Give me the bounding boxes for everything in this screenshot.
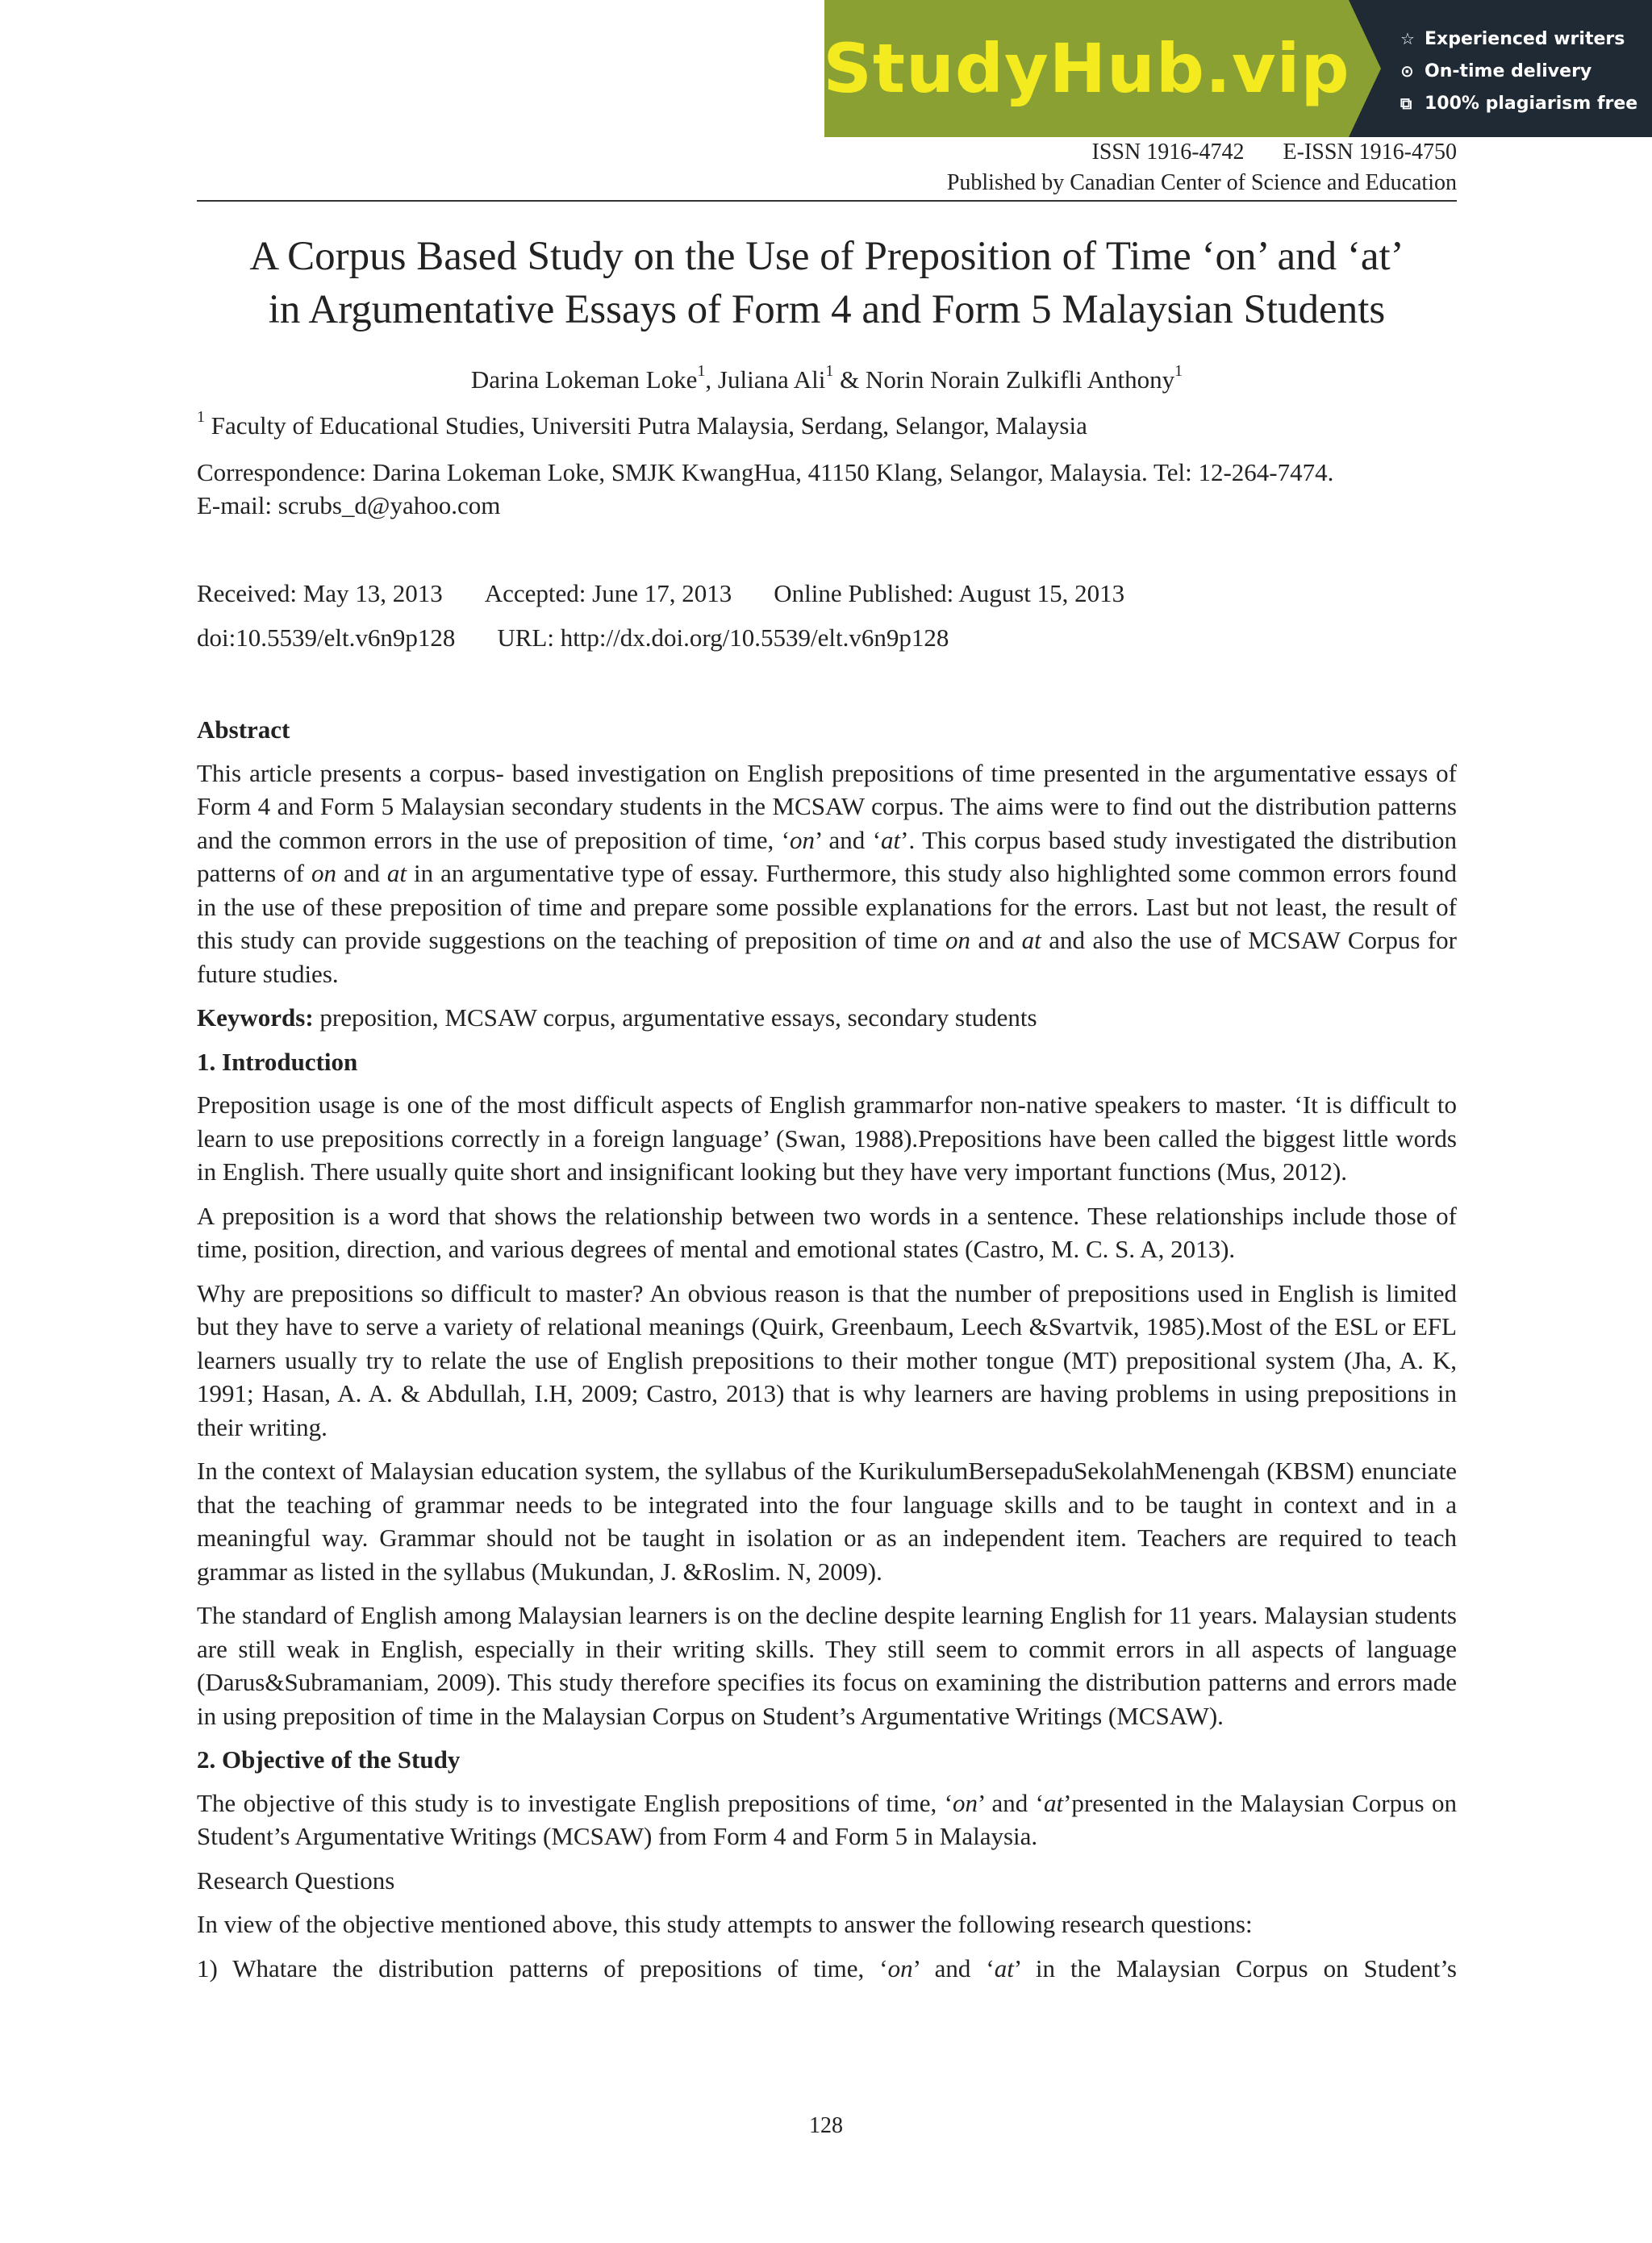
feature-experienced-writers (1400, 23, 1652, 55)
journal-header (197, 137, 1457, 198)
research-questions-label: Research Questions (197, 1866, 395, 1895)
feature-label: On-time delivery (1425, 60, 1592, 81)
correspondence-email[interactable]: E-mail: scrubs_d@yahoo.com (197, 491, 501, 519)
keywords-text: preposition, MCSAW corpus, argumentative essays, secondary students (313, 1003, 1037, 1032)
author-3-affil: 1 (1174, 362, 1183, 380)
paper-body (197, 713, 1457, 1995)
keywords-label: Keywords: (197, 1003, 314, 1032)
abstract-text: This article presents a corpus- based investigation on English prepositions of time presented in the argumentative essays of Form 4 and Form 5 Malaysian secondary students in the MCSAW corpus. The aims were to find out the distribution patterns and the common errors in the use of preposition of time, ‘on’ and ‘at’. This corpus based study investigated the distribution patterns of on and at in an argumentative type of essay. Furthermore, this study also highlighted some common errors found in the use of these preposition of time and prepare some possible explanations for the errors. Last but not least, the result of this study can provide suggestions on the teaching of preposition of time on and at and also the use of MCSAW Corpus for future studies. (197, 758, 1457, 988)
published-date: Online Published: August 15, 2013 (774, 579, 1125, 607)
author-3: & Norin Norain Zulkifli Anthony (833, 365, 1175, 394)
issn: ISSN 1916-4742 (1091, 140, 1245, 165)
affiliation (197, 408, 1087, 440)
author-2-affil: 1 (825, 362, 834, 380)
research-question-1: 1) Whatare the distribution patterns of prepositions of time, ‘on’ and ‘at’ in the Malaysian Corpus on Student’s (197, 1953, 1457, 1982)
intro-paragraph-3: Why are prepositions so difficult to master? An obvious reason is that the number of prepositions used in English is limited but they have to serve a variety of relational meanings (Quirk, Greenbaum, Leech &Svartvik, 1985).Most of the ESL or EFL learners usually try to relate the use of English prepositions to their mother tongue (MT) prepositional system (Jha, A. K, 1991; Hasan, A. A. & Abdullah, I.H, 2009; Castro, 2013) that is why learners are having problems in using prepositions in their writing. (197, 1278, 1457, 1441)
feature-label: 100% plagiarism free (1425, 93, 1638, 114)
banner-notch (1349, 0, 1381, 137)
introduction-heading: 1. Introduction (197, 1047, 358, 1076)
affiliation-text: Faculty of Educational Studies, Universiti Putra Malaysia, Serdang, Selangor, Malaysia (205, 411, 1087, 440)
studyhub-logo[interactable] (824, 0, 1349, 137)
correspondence-address: Correspondence: Darina Lokeman Loke, SMJK KwangHua, 41150 Klang, Selangor, Malaysia. Tel: 12-264-7474. (197, 458, 1334, 486)
abstract-heading: Abstract (197, 715, 290, 744)
correspondence (197, 456, 1457, 522)
issn-line (197, 137, 1457, 168)
feature-plagiarism-free (1400, 87, 1652, 119)
doi: doi:10.5539/elt.v6n9p128 (197, 623, 456, 652)
doi-url[interactable]: URL: http://dx.doi.org/10.5539/elt.v6n9p128 (497, 623, 949, 652)
eissn: E-ISSN 1916-4750 (1283, 140, 1457, 165)
author-2: , Juliana Ali (705, 365, 826, 394)
doi-line (197, 623, 949, 652)
intro-paragraph-1: Preposition usage is one of the most difficult aspects of English grammarfor non-native speakers to master. ‘It is difficult to learn to use prepositions correctly in a foreign language’ (Swan, 1988).Prepositions have been called the biggest little words in English. There usually quite short and insignificant looking but they have very important functions (Mus, 2012). (197, 1090, 1457, 1186)
title-line-1: A Corpus Based Study on the Use of Preposition of Time ‘on’ and ‘at’ (249, 234, 1404, 279)
research-questions-intro: In view of the objective mentioned above, this study attempts to answer the following research questions: (197, 1910, 1253, 1938)
intro-paragraph-5: The standard of English among Malaysian learners is on the decline despite learning English for 11 years. Malaysian students are still weak in English, especially in their writing skills. They still seem to commit errors in all aspects of language (Darus&Subramaniam, 2009). This study therefore specifies its focus on examining the distribution patterns and errors made in using preposition of time in the Malaysian Corpus on Student’s Argumentative Writings (MCSAW). (197, 1601, 1457, 1730)
objective-paragraph: The objective of this study is to investigate English prepositions of time, ‘on’ and ‘at’presented in the Malaysian Corpus on Student’s Argumentative Writings (MCSAW) from Form 4 and Form 5 in Malaysia. (197, 1788, 1458, 1850)
clock-icon: ⊙ (1400, 61, 1414, 81)
affiliation-number: 1 (197, 408, 205, 426)
copy-icon: ⧉ (1400, 94, 1412, 113)
title-line-2: in Argumentative Essays of Form 4 and Form 5 Malaysian Students (268, 287, 1386, 332)
keywords (197, 1001, 1457, 1035)
publisher: Published by Canadian Center of Science and Education (946, 170, 1457, 195)
objective-heading: 2. Objective of the Study (197, 1745, 461, 1774)
author-1-affil: 1 (697, 362, 706, 380)
author-1: Darina Lokeman Loke (470, 365, 698, 394)
banner-features (1349, 0, 1652, 137)
studyhub-banner[interactable] (824, 0, 1652, 137)
brand-name: StudyHub.vip (823, 29, 1350, 108)
author-list (197, 362, 1457, 394)
accepted-date: Accepted: June 17, 2013 (484, 579, 732, 607)
received-date: Received: May 13, 2013 (197, 579, 443, 607)
star-icon: ☆ (1400, 29, 1415, 48)
paper-title (145, 230, 1508, 336)
feature-on-time-delivery (1400, 55, 1652, 87)
intro-paragraph-4: In the context of Malaysian education system, the syllabus of the KurikulumBersepaduSekolahMenengah (KBSM) enunciate that the teaching of grammar needs to be integrated into the four language skills and to be taught in context and in a meaningful way. Grammar should not be taught in isolation or as an independent item. Teachers are required to teach grammar as listed in the syllabus (Mukundan, J. &Roslim. N, 2009). (197, 1457, 1457, 1586)
publication-dates (197, 579, 1124, 608)
page-number: 128 (809, 2113, 843, 2138)
header-divider (197, 200, 1457, 202)
intro-paragraph-2: A preposition is a word that shows the relationship between two words in a sentence. These relationships include those of time, position, direction, and various degrees of mental and emotional states (Castro, M. C. S. A, 2013). (197, 1201, 1457, 1263)
feature-label: Experienced writers (1425, 28, 1625, 49)
